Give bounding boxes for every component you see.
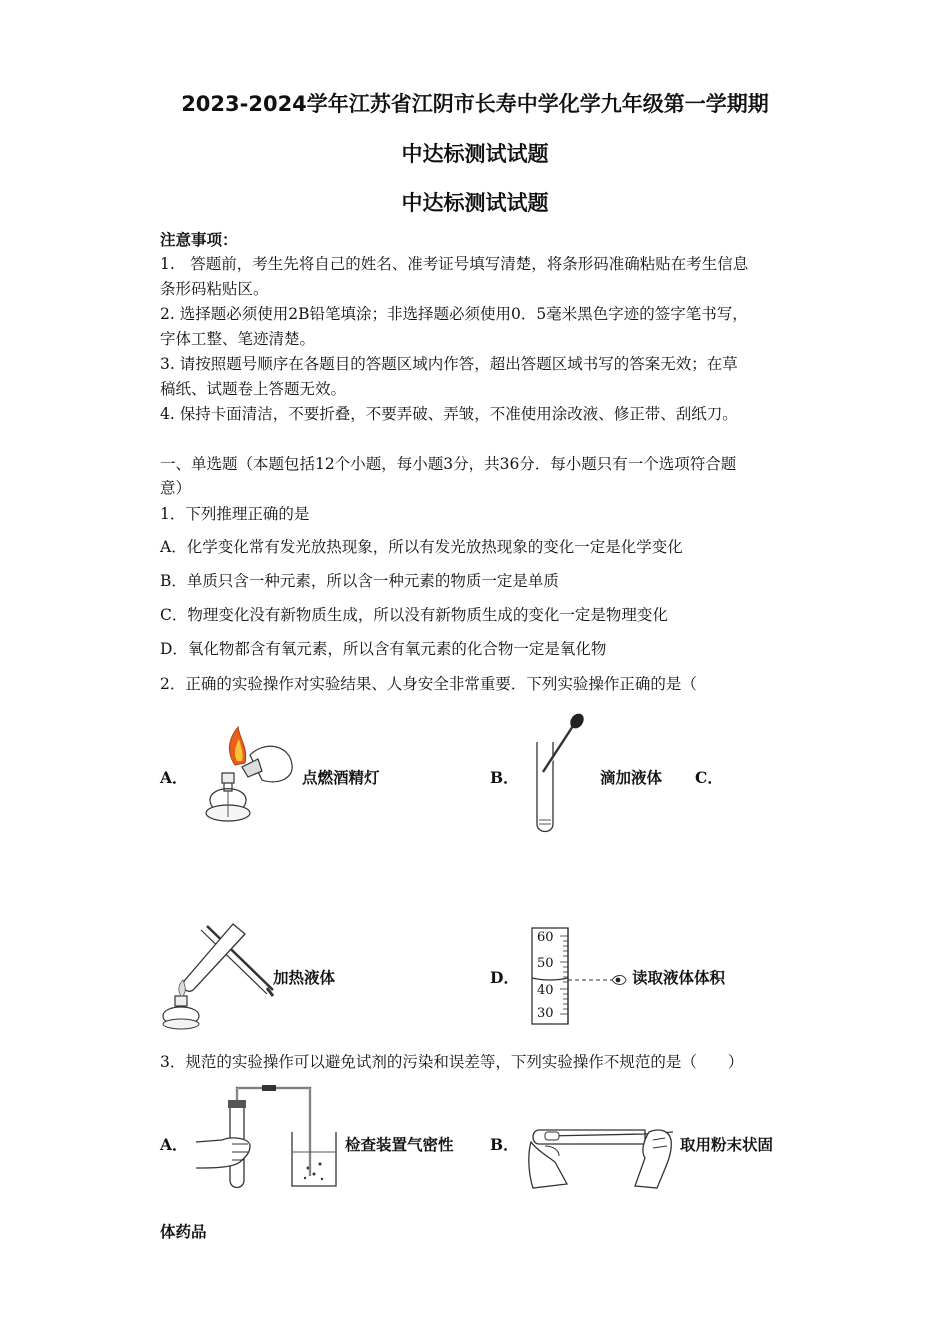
q2-c-caption: 加热液体	[273, 968, 336, 987]
q3-a-label: A．	[160, 1135, 188, 1154]
q3-b-label: B．	[490, 1135, 519, 1154]
notice-line: 1. 答题前，考生先将自己的姓名、准考证号填写清楚，将条形码准确粘贴在考生信息	[160, 255, 749, 273]
q3-stem: 3．规范的实验操作可以避免试剂的污染和误差等，下列实验操作不规范的是（ ）	[160, 1053, 744, 1071]
notice-heading: 注意事项：	[160, 230, 238, 249]
q3-a-caption: 检查装置气密性	[345, 1135, 454, 1154]
section-heading: 一、单选题（本题包括12个小题，每小题3分，共36分．每小题只有一个选项符合题	[160, 455, 737, 473]
airtightness-check-apparatus-icon	[192, 1082, 342, 1194]
notice-line: 字体工整、笔迹清楚。	[160, 330, 316, 348]
cylinder-tick-label: 30	[537, 1006, 554, 1021]
notice-line: 4. 保持卡面清洁，不要折叠，不要弄破、弄皱，不准使用涂改液、修正带、刮纸刀。	[160, 405, 738, 423]
cylinder-tick-label: 50	[537, 956, 554, 971]
section-heading-cont: 意）	[160, 479, 192, 497]
exam-title-line1: 2023-2024学年江苏省江阴市长寿中学化学九年级第一学期期	[181, 92, 769, 116]
cylinder-tick-label: 40	[537, 983, 554, 998]
exam-title-line3: 中达标测试试题	[401, 191, 549, 215]
dropper-test-tube-icon	[525, 712, 595, 837]
q2-stem: 2．正确的实验操作对实验结果、人身安全非常重要．下列实验操作正确的是（	[160, 675, 697, 693]
q2-d-caption: 读取液体体积	[632, 968, 726, 987]
notice-line: 稿纸、试题卷上答题无效。	[160, 380, 347, 398]
notice-line: 条形码粘贴区。	[160, 280, 269, 298]
q1-option-b: B．单质只含一种元素，所以含一种元素的物质一定是单质	[160, 572, 559, 590]
exam-title-line2: 中达标测试试题	[401, 142, 549, 166]
q3-b-caption-cont: 体药品	[160, 1222, 207, 1241]
q2-c-label: C．	[695, 768, 723, 787]
heating-liquid-tube-icon	[155, 918, 280, 1033]
q2-b-label: B．	[490, 768, 519, 787]
q2-a-label: A．	[160, 768, 188, 787]
q1-option-c: C．物理变化没有新物质生成，所以没有新物质生成的变化一定是物理变化	[160, 606, 668, 624]
q1-option-d: D．氧化物都含有氧元素，所以含有氧元素的化合物一定是氧化物	[160, 640, 607, 658]
powder-spatula-tube-icon	[525, 1110, 675, 1192]
q2-a-caption: 点燃酒精灯	[302, 768, 380, 787]
alcohol-lamp-lighting-icon	[190, 725, 300, 835]
q2-b-caption: 滴加液体	[600, 768, 663, 787]
notice-line: 3. 请按照题号顺序在各题目的答题区域内作答，超出答题区域书写的答案无效；在草	[160, 355, 738, 373]
q3-b-caption: 取用粉末状固	[680, 1135, 774, 1154]
notice-line: 2. 选择题必须使用2B铅笔填涂；非选择题必须使用0．5毫米黑色字迹的签字笔书写，	[160, 305, 748, 323]
q2-d-label: D．	[490, 968, 519, 987]
q1-option-a: A．化学变化常有发光放热现象，所以有发光放热现象的变化一定是化学变化	[160, 538, 683, 556]
q1-stem: 1．下列推理正确的是	[160, 505, 310, 523]
cylinder-tick-label: 60	[537, 930, 554, 945]
